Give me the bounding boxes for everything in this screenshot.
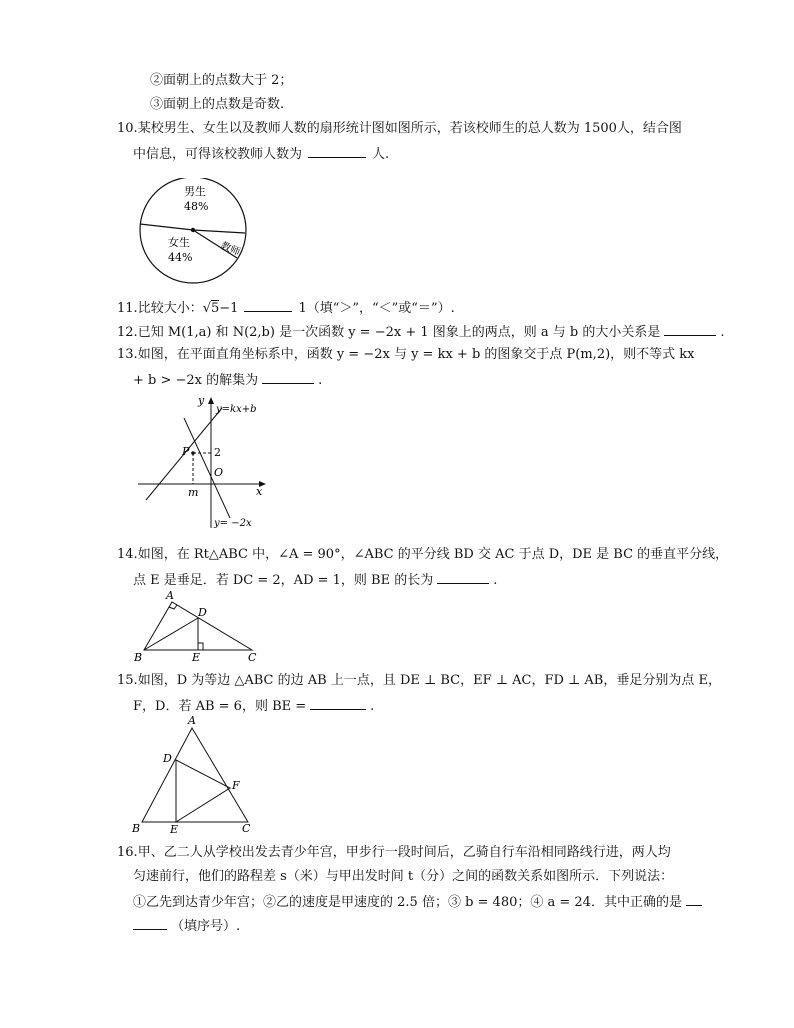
- q10-text-2a: 中信息，可得该校教师人数为: [133, 147, 303, 162]
- q11-line: [117, 298, 455, 318]
- q13-graph: [132, 392, 272, 532]
- q11-answer-blank[interactable]: [244, 298, 292, 312]
- label-D: D: [198, 606, 207, 619]
- pie-divider-male-teacher: [193, 230, 245, 233]
- q16-text-3: ①乙先到达青少年宫；②乙的速度是甲速度的 2.5 倍；③ b = 480；④ a = 24．其中正确的是: [133, 895, 682, 910]
- q14-line-1: [117, 546, 728, 564]
- sqrt-argument: 5: [211, 301, 220, 316]
- q16-answer-blank-part1[interactable]: [686, 892, 702, 906]
- q15-text-2a: F，D．若 AB = 6，则 BE =: [133, 699, 307, 714]
- q13-answer-blank[interactable]: [262, 370, 314, 384]
- q12-text: 已知 M(1,a) 和 N(2,b) 是一次函数 y = −2x + 1 图象上的两点，则 a 与 b 的大小关系是: [137, 325, 661, 340]
- pie-female-pct: 44%: [168, 251, 193, 264]
- q13-line-2: [133, 370, 322, 390]
- q10-pie-chart: [136, 178, 256, 288]
- q11-number: 11.: [117, 301, 138, 316]
- label-kx-plus-b: y=kx+b: [216, 404, 257, 415]
- triangle-DEF: [176, 760, 230, 822]
- q12-number: 12.: [117, 325, 138, 340]
- label-minus-2x: y= −2x: [214, 518, 252, 529]
- label-C: C: [248, 651, 257, 664]
- q13-text-1: 如图，在平面直角坐标系中，函数 y = −2x 与 y = kx + b 的图象交于点 P(m,2)，则不等式 kx: [137, 347, 695, 362]
- q13-line-1: [117, 346, 695, 364]
- q15-text-1: 如图，D 为等边 △ABC 的边 AB 上一点，且 DE ⊥ BC，EF ⊥ AC，FD ⊥ AB，垂足分别为点 E，: [137, 673, 721, 688]
- label-C: C: [242, 822, 251, 835]
- q14-number: 14.: [117, 547, 138, 562]
- q16-number: 16.: [117, 845, 138, 860]
- y-axis-arrow: [208, 397, 214, 404]
- q10-text-2b: 人.: [372, 147, 390, 162]
- label-O: O: [214, 466, 224, 479]
- label-B: B: [134, 651, 143, 664]
- line-minus-2x: [184, 418, 230, 518]
- right-angle-E: [198, 643, 203, 650]
- label-A: A: [166, 589, 174, 602]
- q14-line-2: [133, 570, 497, 590]
- q15-text-2b: .: [370, 699, 375, 714]
- label-D: D: [163, 752, 172, 765]
- y-axis-label: y: [198, 394, 205, 407]
- q12-answer-blank[interactable]: [664, 322, 716, 336]
- q10-answer-blank[interactable]: [308, 144, 366, 158]
- q13-number: 13.: [117, 347, 138, 362]
- q16-answer-blank-part2[interactable]: [133, 916, 167, 930]
- q15-figure: [128, 712, 264, 838]
- q10-number: 10.: [117, 121, 138, 136]
- q15-answer-blank[interactable]: [310, 696, 366, 710]
- label-F: F: [232, 779, 240, 792]
- label-P: P: [182, 445, 190, 458]
- q15-line-1: [117, 672, 721, 690]
- pie-teacher-label: 教师: [218, 240, 242, 259]
- q10-text-1: 某校男生、女生以及教师人数的扇形统计图如图所示，若该校师生的总人数为 1500人，结合图: [137, 121, 682, 136]
- q14-figure: [128, 588, 268, 664]
- label-E: E: [170, 823, 179, 836]
- label-B: B: [132, 822, 141, 835]
- q10-line-1: [117, 120, 682, 138]
- q16-line-4: [133, 916, 240, 936]
- point-P: [191, 451, 195, 455]
- q12-line: [117, 322, 725, 342]
- q16-line-1: [117, 844, 671, 862]
- q16-text-4: （填序号）.: [171, 919, 241, 934]
- q9-item-3: ③面朝上的点数是奇数.: [150, 97, 285, 112]
- pie-female-label: 女生: [168, 236, 190, 249]
- q9-item-2: ②面朝上的点数大于 2；: [150, 73, 293, 88]
- pie-male-label: 男生: [184, 185, 206, 198]
- q13-text-2b: .: [318, 373, 323, 388]
- q15-number: 15.: [117, 673, 138, 688]
- q14-text-2a: 点 E 是垂足．若 DC = 2，AD = 1，则 BE 的长为: [133, 573, 434, 588]
- pie-center: [191, 228, 195, 232]
- q11-text-b: 1（填“＞”，“＜”或“＝”）.: [298, 301, 455, 316]
- q14-text-2b: .: [493, 573, 498, 588]
- q14-text-1: 如图，在 Rt△ABC 中，∠A = 90°，∠ABC 的平分线 BD 交 AC 于点 D，DE 是 BC 的垂直平分线，: [137, 547, 729, 562]
- q10-line-2: [133, 144, 389, 164]
- sqrt-sign: √: [202, 301, 211, 316]
- q13-text-2a: + b > −2x 的解集为: [133, 373, 259, 388]
- triangle-ABC: [142, 728, 248, 822]
- q16-text-1: 甲、乙二人从学校出发去青少年宫，甲步行一段时间后，乙骑自行车沿相同路线行进，两人均: [137, 845, 671, 860]
- q11-text-a: 比较大小：: [137, 301, 203, 316]
- q14-answer-blank[interactable]: [437, 570, 489, 584]
- label-m: m: [188, 486, 199, 499]
- label-two: 2: [214, 446, 221, 459]
- q16-line-2: 匀速前行，他们的路程差 s（米）与甲出发时间 t（分）之间的函数关系如图所示．下列说法：: [133, 869, 674, 884]
- label-A: A: [188, 714, 196, 727]
- q16-line-3: [133, 892, 702, 912]
- segment-BD: [144, 618, 198, 650]
- pie-divider-male-female: [140, 224, 193, 230]
- x-axis-label: x: [256, 485, 263, 498]
- q12-end: .: [720, 325, 725, 340]
- q11-minus-one: −1: [219, 301, 239, 316]
- pie-male-pct: 48%: [184, 200, 209, 213]
- label-E: E: [192, 651, 201, 664]
